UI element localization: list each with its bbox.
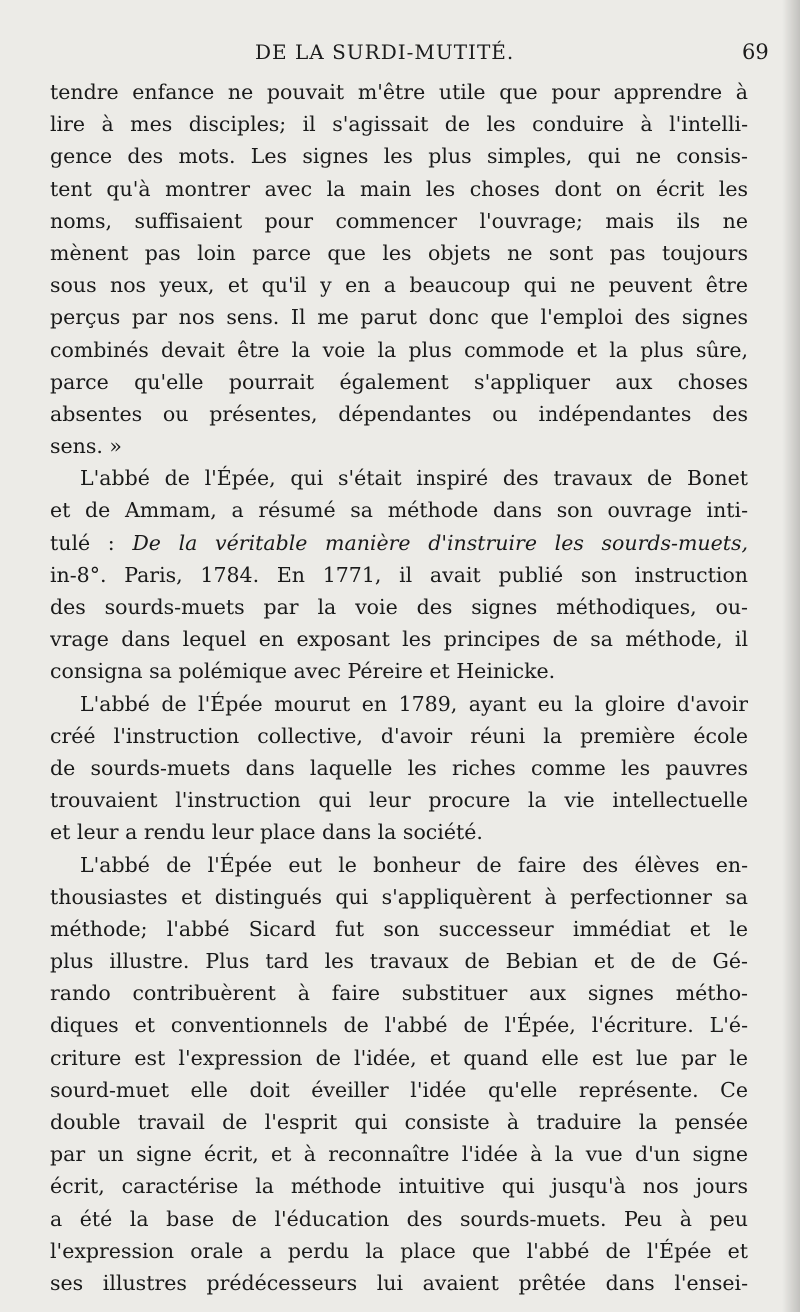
page-header — [0, 40, 800, 70]
text-line: diques et conventionnels de l'abbé de l'Épée, l'écriture. L'é- — [50, 1013, 748, 1038]
text-line: écrit, caractérise la méthode intuitive qui jusqu'à nos jours — [50, 1174, 748, 1199]
running-head: DE LA SURDI-MUTITÉ. — [255, 40, 515, 64]
text-line: et leur a rendu leur place dans la société. — [50, 820, 483, 845]
text-line: criture est l'expression de l'idée, et quand elle est lue par le — [50, 1045, 748, 1070]
title-prefix: tulé : — [50, 530, 133, 555]
text-line: des sourds-muets par la voie des signes méthodiques, ou- — [50, 595, 748, 619]
text-line: méthode; l'abbé Sicard fut son successeur immédiat et le — [50, 916, 748, 941]
text-line: rando contribuèrent à faire substituer aux signes métho- — [50, 981, 748, 1006]
text-line: lire à mes disciples; il s'agissait de les conduire à l'intelli- — [50, 112, 748, 137]
text-line: sens. » — [50, 434, 122, 459]
text-line-with-title — [50, 527, 748, 559]
text-line: sous nos yeux, et qu'il y en a beaucoup qui ne peuvent être — [50, 273, 748, 298]
text-line: mènent pas loin parce que les objets ne sont pas toujours — [50, 240, 748, 265]
text-line: de sourds-muets dans laquelle les riches comme les pauvres — [50, 755, 748, 780]
text-line: vrage dans lequel en exposant les principes de sa méthode, il — [50, 627, 748, 652]
text-line: et de Ammam, a résumé sa méthode dans son ouvrage inti- — [50, 498, 748, 523]
text-line: créé l'instruction collective, d'avoir réuni la première école — [50, 723, 748, 748]
page-edge-shadow — [782, 0, 800, 1312]
text-line: plus illustre. Plus tard les travaux de Bebian et de de Gé- — [50, 949, 748, 974]
text-line: par un signe écrit, et à reconnaître l'idée à la vue d'un signe — [50, 1142, 748, 1167]
text-line: double travail de l'esprit qui consiste à traduire la pensée — [50, 1110, 748, 1134]
text-line: absentes ou présentes, dépendantes ou indépendantes des — [50, 401, 748, 426]
text-line: parce qu'elle pourrait également s'appliquer aux choses — [50, 369, 748, 394]
text-line: combinés devait être la voie la plus commode et la plus sûre, — [50, 337, 748, 362]
text-line: a été la base de l'éducation des sourds-muets. Peu à peu — [50, 1206, 748, 1231]
text-line: trouvaient l'instruction qui leur procure la vie intellectuelle — [50, 788, 748, 813]
book-title: De la véritable manière d'instruire les sourds-muets, — [132, 530, 748, 555]
text-line: thousiastes et distingués qui s'appliquèrent à perfectionner sa — [50, 884, 748, 909]
paragraph-start-line: L'abbé de l'Épée, qui s'était inspiré des travaux de Bonet — [80, 466, 748, 491]
text-line: l'expression orale a perdu la place que l'abbé de l'Épée et — [50, 1238, 748, 1263]
paragraph-start-line: L'abbé de l'Épée eut le bonheur de faire des élèves en- — [80, 852, 748, 877]
text-line: sourd-muet elle doit éveiller l'idée qu'elle représente. Ce — [50, 1077, 748, 1102]
text-line: noms, suffisaient pour commencer l'ouvrage; mais ils ne — [50, 208, 748, 233]
text-line: consigna sa polémique avec Péreire et Heinicke. — [50, 659, 556, 684]
text-line: gence des mots. Les signes les plus simples, qui ne consis- — [50, 144, 748, 169]
page-number: 69 — [742, 40, 769, 64]
text-line: perçus par nos sens. Il me parut donc que l'emploi des signes — [50, 305, 748, 330]
text-line: tent qu'à montrer avec la main les choses dont on écrit les — [50, 176, 748, 201]
paragraph-start-line: L'abbé de l'Épée mourut en 1789, ayant eu la gloire d'avoir — [80, 691, 748, 716]
body-text — [50, 76, 748, 1299]
text-line: in-8°. Paris, 1784. En 1771, il avait publié son instruction — [50, 562, 748, 587]
text-line: ses illustres prédécesseurs lui avaient prêtée dans l'ensei- — [50, 1270, 748, 1295]
text-line: tendre enfance ne pouvait m'être utile que pour apprendre à — [50, 80, 748, 104]
